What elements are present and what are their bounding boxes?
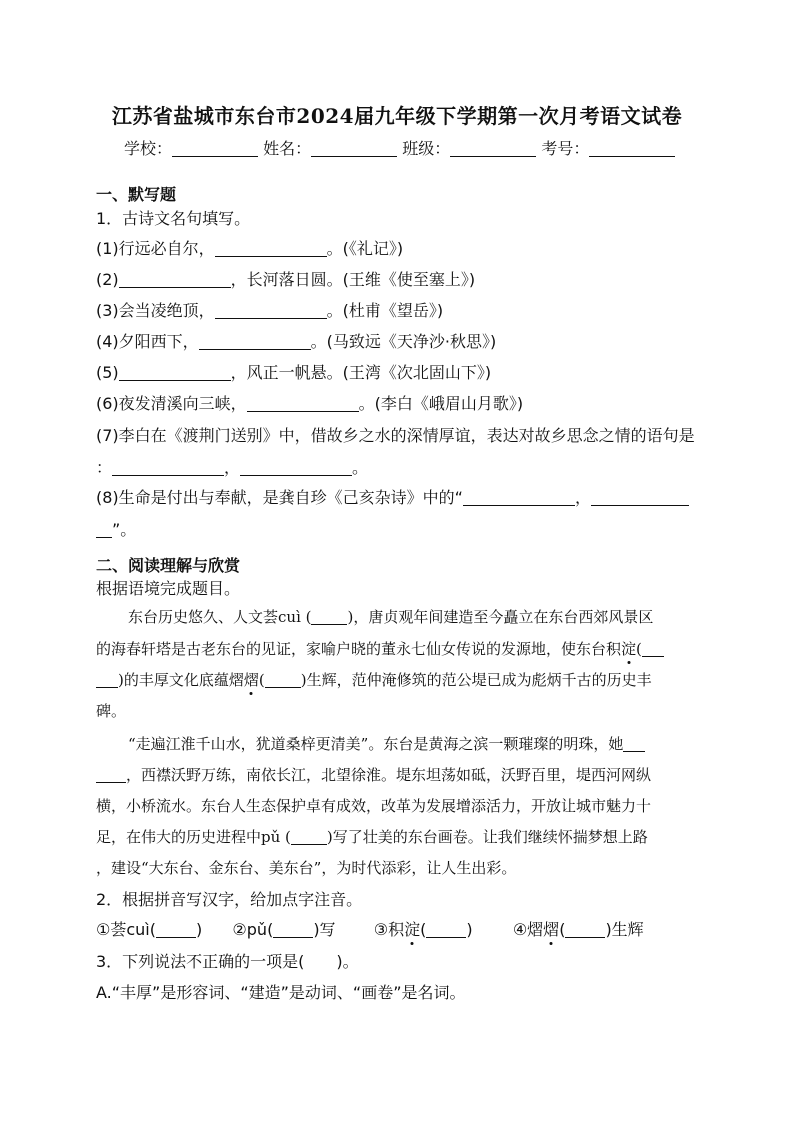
answer-blank[interactable] <box>199 334 311 350</box>
item-4-prefix: (4)夕阳西下， <box>96 332 199 351</box>
answer-blank[interactable] <box>426 922 466 938</box>
dotted-char: 淀 <box>621 640 637 658</box>
item-8-suffix: ”。 <box>112 520 137 539</box>
answer-blank[interactable] <box>96 768 126 783</box>
q2-item-b-end: )写 <box>313 920 336 939</box>
q2-item-d-paren: ( <box>559 920 566 939</box>
answer-blank[interactable] <box>311 610 347 625</box>
q2-item-a-end: ) <box>195 920 203 939</box>
passage-text: “走遍江淮千山水，犹道桑梓更清美”。东台是黄海之滨一颗璀璨的明珠，她 <box>128 735 624 753</box>
number-label: 考号： <box>541 139 590 158</box>
passage-text: ( <box>258 671 265 689</box>
item-8-prefix: (8)生命是付出与奉献，是龚自珍《己亥杂诗》中的“ <box>96 488 463 507</box>
answer-blank[interactable] <box>119 272 231 288</box>
passage-2-line-4 <box>96 826 648 847</box>
answer-blank[interactable] <box>240 460 352 476</box>
item-2-prefix: (2) <box>96 270 119 289</box>
passage-2-line-3: 横，小桥流水。东台人生态保护卓有成效，改革为发展增添活力，开放让城市魅力十 <box>96 797 652 815</box>
question-2-items <box>96 917 644 940</box>
item-5 <box>96 360 491 383</box>
item-7-period: 。 <box>352 458 369 477</box>
q2-item-c-paren: ( <box>420 920 427 939</box>
item-8 <box>96 485 689 508</box>
passage-text: )，唐贞观年间建造至今矗立在东台西郊风景区 <box>347 608 654 626</box>
item-4-suffix: 。(马致远《天净沙·秋思》) <box>310 332 497 351</box>
section1-heading: 一、默写题 <box>96 185 177 204</box>
answer-blank[interactable] <box>247 396 359 412</box>
dotted-char: 熠 <box>543 917 559 940</box>
item-6 <box>96 391 523 414</box>
question-3: 3．下列说法不正确的一项是( )。 <box>96 952 359 971</box>
school-label: 学校： <box>124 139 173 158</box>
item-3-prefix: (3)会当凌绝顶， <box>96 301 215 320</box>
answer-blank[interactable] <box>291 830 327 845</box>
answer-blank[interactable] <box>591 490 689 506</box>
question-2: 2．根据拼音写汉字，给加点字注音。 <box>96 890 363 909</box>
answer-blank[interactable] <box>96 673 118 688</box>
passage-1-line-4: 碑。 <box>96 702 127 720</box>
q2-item-d: ④熠 <box>512 920 544 939</box>
passage-text: ( <box>636 640 642 658</box>
passage-text: )生辉，范仲淹修筑的范公堤已成为彪炳千古的历史丰 <box>300 671 652 689</box>
item-7-colon: ： <box>96 458 113 477</box>
answer-blank[interactable] <box>642 642 664 657</box>
item-3-suffix: 。(杜甫《望岳》) <box>326 301 444 320</box>
answer-blank[interactable] <box>215 303 327 319</box>
passage-1-line-3 <box>96 669 652 690</box>
answer-blank[interactable] <box>119 365 231 381</box>
item-1-suffix: 。(《礼记》) <box>326 239 404 258</box>
answer-blank[interactable] <box>273 922 313 938</box>
question-1: 1．古诗文名句填写。 <box>96 209 251 228</box>
q2-item-b: ②pǔ( <box>232 920 274 939</box>
name-field[interactable] <box>311 140 397 157</box>
answer-blank[interactable] <box>265 673 301 688</box>
school-field[interactable] <box>172 140 258 157</box>
q2-item-d-end: )生辉 <box>605 920 644 939</box>
item-3 <box>96 298 443 321</box>
passage-text: 东台历史悠久、人文荟cuì ( <box>128 608 312 626</box>
dotted-char: 淀 <box>404 917 420 940</box>
q2-item-a: ①荟cuì( <box>96 920 156 939</box>
item-8-comma: ， <box>574 488 591 507</box>
item-6-prefix: (6)夜发清溪向三峡， <box>96 394 247 413</box>
item-7: (7)李白在《渡荆门送别》中，借故乡之水的深情厚谊，表达对故乡思念之情的语句是 <box>96 426 695 445</box>
passage-text: )写了壮美的东台画卷。让我们继续怀揣梦想上路 <box>326 828 648 846</box>
answer-blank[interactable] <box>463 490 575 506</box>
passage-text: 足，在伟大的历史进程中pǔ ( <box>96 828 291 846</box>
item-2-suffix: ，长河落日圆。(王维《使至塞上》) <box>230 270 476 289</box>
answer-blank[interactable] <box>623 737 645 752</box>
answer-blank[interactable] <box>565 922 605 938</box>
class-label: 班级： <box>402 139 451 158</box>
question-3-option-a[interactable]: A.“丰厚”是形容词、“建造”是动词、“画卷”是名词。 <box>96 983 466 1002</box>
item-5-prefix: (5) <box>96 363 119 382</box>
name-label: 姓名： <box>263 139 312 158</box>
passage-text: )的丰厚文化底蕴熠 <box>118 671 244 689</box>
item-2 <box>96 267 475 290</box>
student-info-line <box>124 136 675 159</box>
class-field[interactable] <box>450 140 536 157</box>
answer-blank[interactable] <box>96 522 112 538</box>
section2-heading: 二、阅读理解与欣赏 <box>96 556 241 575</box>
item-7-continued <box>96 455 368 478</box>
dotted-char: 熠 <box>243 671 259 689</box>
item-5-suffix: ，风正一帆悬。(王湾《次北固山下》) <box>230 363 492 382</box>
passage-1-line-2 <box>96 638 664 659</box>
item-4 <box>96 329 496 352</box>
answer-blank[interactable] <box>215 241 327 257</box>
q2-item-c: ③积 <box>373 920 405 939</box>
passage-2-line-2 <box>96 764 651 785</box>
passage-text: ，西襟沃野万练，南依长江，北望徐淮。堤东坦荡如砥，沃野百里，堤西河网纵 <box>126 766 652 784</box>
item-7-comma: ， <box>224 458 241 477</box>
item-8-continued <box>96 517 136 540</box>
number-field[interactable] <box>589 140 675 157</box>
item-1 <box>96 236 403 259</box>
item-6-suffix: 。(李白《峨眉山月歌》) <box>358 394 524 413</box>
passage-1-line-1 <box>128 606 653 627</box>
item-1-prefix: (1)行远必自尔， <box>96 239 215 258</box>
answer-blank[interactable] <box>156 922 196 938</box>
q2-item-c-end: ) <box>466 920 473 939</box>
passage-2-line-1 <box>128 733 645 754</box>
passage-2-line-5: ，建设“大东台、金东台、美东台”，为时代添彩，让人生出彩。 <box>96 859 517 877</box>
answer-blank[interactable] <box>112 460 224 476</box>
page-title: 江苏省盐城市东台市2024届九年级下学期第一次月考语文试卷 <box>111 104 683 128</box>
section2-intro: 根据语境完成题目。 <box>96 579 241 598</box>
passage-text: 的海春轩塔是古老东台的见证，家喻户晓的董永七仙女传说的发源地，使东台积 <box>96 640 622 658</box>
